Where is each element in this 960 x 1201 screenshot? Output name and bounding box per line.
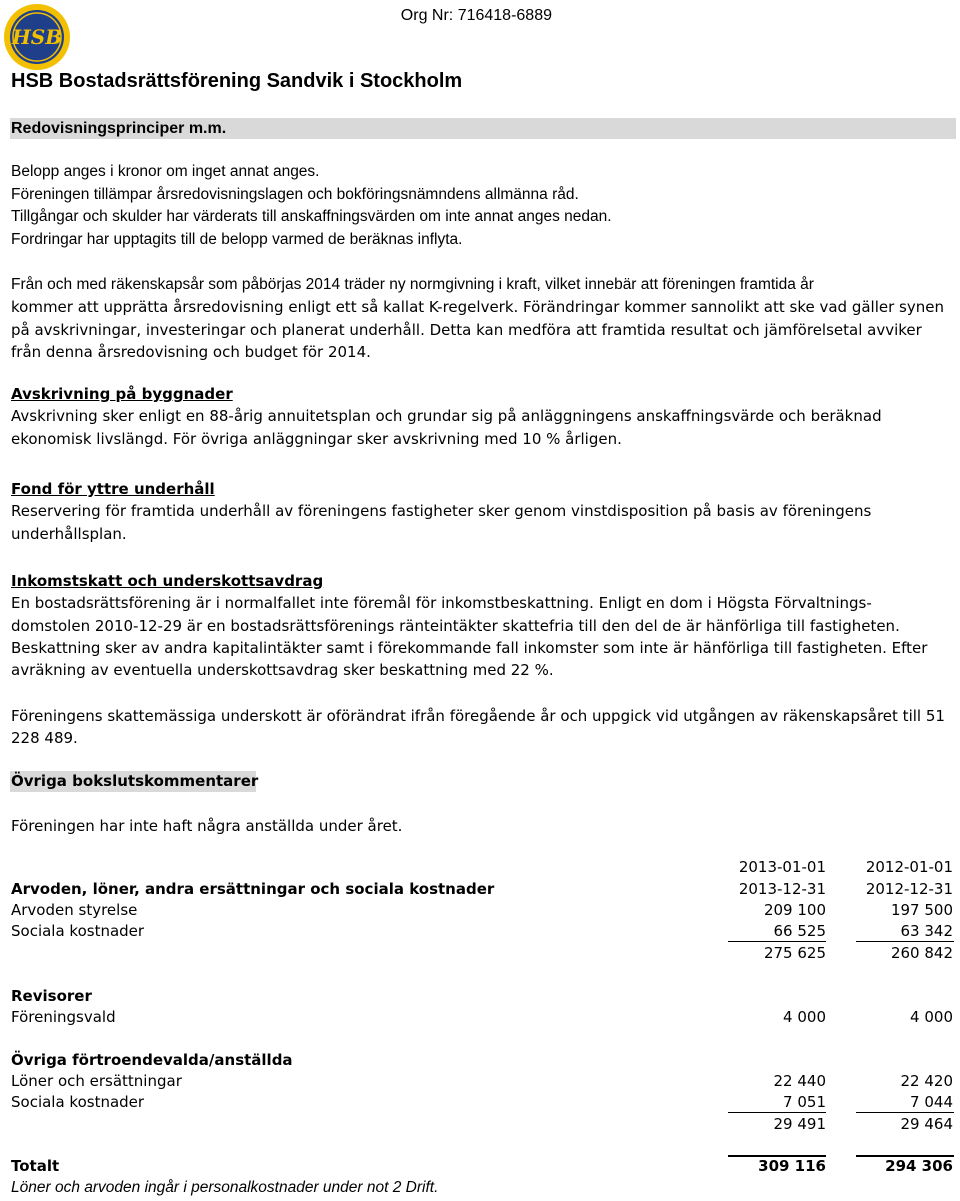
period-start-2012: 2012-01-01 [865,858,953,876]
income-tax-line: Beskattning sker av andra kapitalintäkter samt i förekommande fall inkomster som inte är hänförliga till fastigheten. Efter [11,638,928,657]
depreciation-line: Avskrivning sker enligt en 88-årig annuitetsplan och grundar sig på anläggningens anskaffningsvärde och beräknad [11,407,882,426]
table-row [11,1114,956,1135]
section-heading-principles: Redovisningsprinciper m.m. [11,120,227,137]
value-2013: 22 440 [773,1072,826,1090]
period-end-2012: 2012-12-31 [865,880,953,898]
tax-loss-paragraph [11,705,956,750]
no-employees-line: Föreningen har inte haft några anställda under året. [11,817,403,835]
value-2012: 63 342 [900,922,953,940]
total-label: Totalt [11,1157,60,1175]
total-2013: 309 116 [758,1157,826,1175]
section-band-principles [10,118,956,139]
income-tax-line: domstolen 2010-12-29 är en bostadsrättsförenings ränteintäkter skattefria till den del de är hänförliga till fastigheten. [11,616,900,635]
value-2013: 209 100 [763,901,826,919]
subtotal-rule [728,941,826,942]
period-start-2013: 2013-01-01 [738,858,826,876]
group-heading-other-officials: Övriga förtroendevalda/anställda [11,1051,293,1069]
svg-text:HSB: HSB [11,25,63,49]
value-2012: 4 000 [910,1008,953,1026]
group-heading-auditors: Revisorer [11,987,92,1005]
kregel-paragraph [11,274,956,363]
income-tax-line: En bostadsrättsförening är i normalfallet inte föremål för inkomstbeskattning. Enligt en dom i Högsta Förvaltnings- [11,594,872,613]
subtotal-rule [856,1112,954,1113]
section-band-comments [10,771,259,792]
org-number: Org Nr: 716418-6889 [400,7,552,24]
intro-line: Belopp anges i kronor om inget annat anges. [11,163,320,180]
kregel-line: från denna årsredovisning och budget för 2014. [11,342,371,361]
row-label: Sociala kostnader [11,1093,145,1111]
table-row [11,1007,956,1028]
table-row [11,900,956,921]
row-label: Arvoden styrelse [11,901,138,919]
personnel-cost-table [11,857,956,1179]
subtotal-rule [856,941,954,942]
income-tax-line: avräkning av eventuella underskottsavdrag sker beskattning med 22 %. [11,661,554,680]
value-2012: 197 500 [890,901,953,919]
document-title: HSB Bostadsrättsförening Sandvik i Stockholm [11,70,463,92]
kregel-line: kommer att upprätta årsredovisning enligt ett så kallat K-regelverk. Förändringar kommer sannolikt att ske vad gäller synen [11,298,944,317]
row-label: Föreningsvald [11,1008,116,1026]
subtotal-2012: 29 464 [900,1115,953,1133]
maintenance-fund-section [11,478,956,545]
no-employees-text [11,815,956,837]
table-row [11,1092,956,1113]
table-row [11,986,956,1007]
table-row [11,1050,956,1071]
depreciation-line: ekonomisk livslängd. För övriga anläggningar sker avskrivning med 10 % årligen. [11,429,622,448]
income-tax-heading: Inkomstskatt och underskottsavdrag [11,572,324,590]
intro-line: Föreningen tillämpar årsredovisningslagen och bokföringsnämndens allmänna råd. [11,185,579,203]
table-row [11,943,956,964]
table-row [11,921,956,942]
row-label: Löner och ersättningar [11,1072,182,1090]
value-2013: 7 051 [783,1093,826,1111]
footnote: Löner och arvoden ingår i personalkostnader under not 2 Drift. [11,1179,439,1196]
group-heading-compensation: Arvoden, löner, andra ersättningar och sociala kostnader [11,880,495,898]
tax-loss-line: 228 489. [11,729,78,748]
value-2012: 22 420 [900,1072,953,1090]
tax-loss-line: Föreningens skattemässiga underskott är oförändrat ifrån föregående år och uppgick vid utgången av räkenskapsåret till 51 [11,707,945,725]
subtotal-2012: 260 842 [890,944,953,962]
table-row [11,1071,956,1092]
intro-line: Fordringar har upptagits till de belopp varmed de beräknas inflyta. [11,230,463,248]
maintenance-fund-heading: Fond för yttre underhåll [11,480,215,498]
intro-line: Tillgångar och skulder har värderats till anskaffningsvärden om inte annat anges nedan. [11,208,612,225]
table-row [11,857,956,878]
value-2012: 7 044 [910,1093,953,1111]
table-row [11,879,956,900]
row-label: Sociala kostnader [11,922,145,940]
depreciation-section [11,383,956,450]
section-heading-comments: Övriga bokslutskommentarer [11,772,259,790]
subtotal-rule [728,1112,826,1113]
value-2013: 66 525 [773,922,826,940]
subtotal-2013: 275 625 [763,944,826,962]
maintenance-fund-line: underhållsplan. [11,524,127,543]
maintenance-fund-line: Reservering för framtida underhåll av föreningens fastigheter sker genom vinstdisposition på basis av föreningens [11,502,872,521]
intro-paragraph [11,161,612,251]
kregel-line: Från och med räkenskapsår som påbörjas 2014 träder ny normgivning i kraft, vilket innebär att föreningen framtida år [11,276,814,293]
income-tax-section [11,570,956,681]
period-end-2013: 2013-12-31 [738,880,826,898]
subtotal-2013: 29 491 [773,1115,826,1133]
kregel-line: på avskrivningar, investeringar och planerat underhåll. Detta kan medföra att framtida resultat och jämförelsetal avviker [11,320,922,339]
table-row [11,1156,956,1177]
hsb-logo [2,2,72,72]
value-2013: 4 000 [783,1008,826,1026]
total-2012: 294 306 [885,1157,953,1175]
depreciation-heading: Avskrivning på byggnader [11,385,233,403]
